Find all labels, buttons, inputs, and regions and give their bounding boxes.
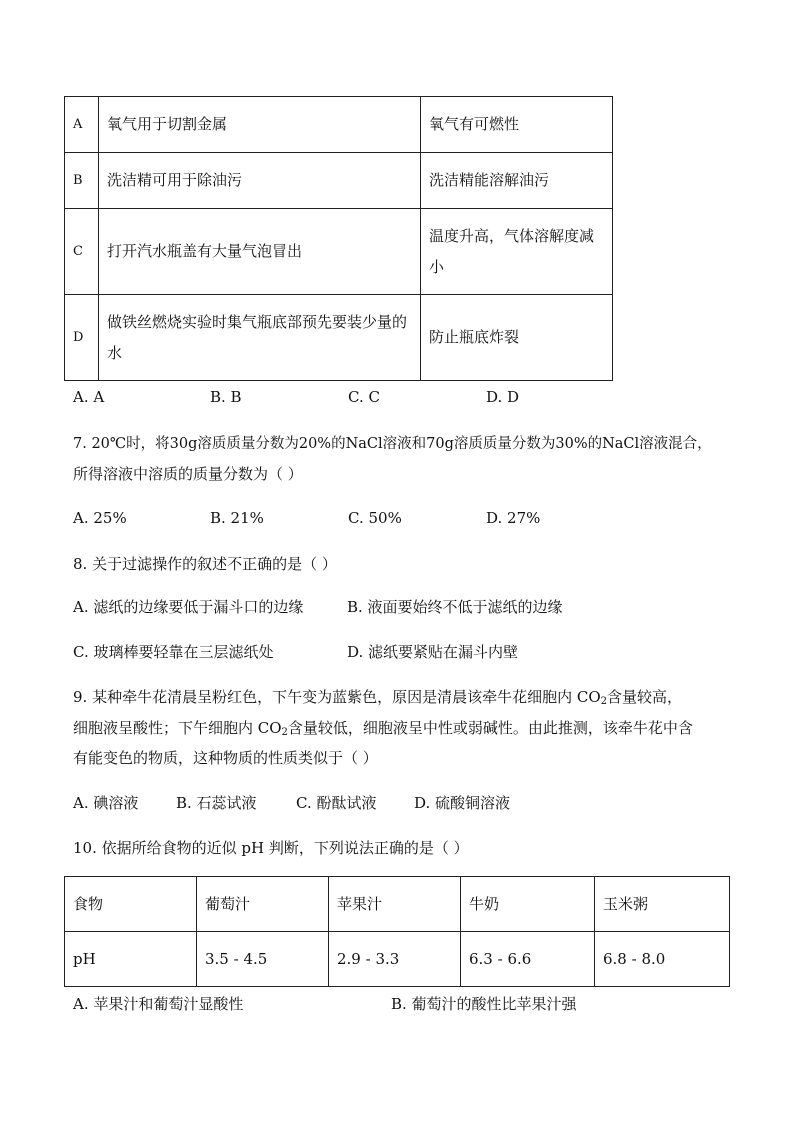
header-cell: 食物: [65, 877, 197, 932]
q7-option-d[interactable]: D. 27%: [486, 509, 541, 527]
table-cell: 3.5 - 4.5: [197, 932, 329, 987]
row-explanation: 温度升高，气体溶解度减小: [421, 209, 613, 295]
row-phenomenon: 氧气用于切割金属: [99, 97, 421, 153]
header-cell: 苹果汁: [329, 877, 461, 932]
header-cell: 牛奶: [461, 877, 595, 932]
row-letter: B: [65, 153, 99, 209]
q8-option-b[interactable]: B. 液面要始终不低于滤纸的边缘: [347, 598, 563, 616]
header-cell: 玉米粥: [595, 877, 730, 932]
q9-stem-line3: 有能变色的物质，这种物质的性质类似于（ ）: [73, 749, 378, 767]
q7-option-c[interactable]: C. 50%: [348, 509, 402, 527]
q6-option-b[interactable]: B. B: [210, 388, 242, 406]
q10-option-b[interactable]: B. 葡萄汁的酸性比苹果汁强: [391, 995, 577, 1013]
q6-option-d[interactable]: D. D: [486, 388, 520, 406]
q10-stem: 10. 依据所给食物的近似 pH 判断，下列说法正确的是（ ）: [73, 839, 469, 857]
q7-stem-line1: 7. 20℃时，将30g溶质质量分数为20%的NaCl溶液和70g溶质质量分数为30%的NaCl溶液混合，: [73, 436, 712, 452]
header-cell: 葡萄汁: [197, 877, 329, 932]
row-letter: D: [65, 295, 99, 381]
q9-option-a[interactable]: A. 碘溶液: [73, 794, 139, 812]
table-cell: 6.8 - 8.0: [595, 932, 730, 987]
row-phenomenon: 洗洁精可用于除油污: [99, 153, 421, 209]
row-explanation: 洗洁精能溶解油污: [421, 153, 613, 209]
row-phenomenon: 打开汽水瓶盖有大量气泡冒出: [99, 209, 421, 295]
q6-table: [64, 96, 613, 381]
q6-option-c[interactable]: C. C: [348, 388, 380, 406]
q9-stem-line1: 9. 某种牵牛花清晨呈粉红色，下午变为蓝紫色，原因是清晨该牵牛花细胞内 $CO_2$含量较高，: [73, 688, 683, 707]
table-row: [65, 295, 613, 381]
row-explanation: 氧气有可燃性: [421, 97, 613, 153]
q10-option-a[interactable]: A. 苹果汁和葡萄汁显酸性: [73, 995, 244, 1013]
row-explanation: 防止瓶底炸裂: [421, 295, 613, 381]
q9-stem-line2: 细胞液呈酸性；下午细胞内 $CO_2$含量较低，细胞液呈中性或弱碱性。由此推测，该牵牛花中含: [73, 719, 693, 738]
q7-stem-line2: 所得溶液中溶质的质量分数为（ ）: [73, 465, 303, 483]
q8-option-a[interactable]: A. 滤纸的边缘要低于漏斗口的边缘: [73, 598, 304, 616]
table-cell: 6.3 - 6.6: [461, 932, 595, 987]
table-cell: 2.9 - 3.3: [329, 932, 461, 987]
q8-option-c[interactable]: C. 玻璃棒要轻靠在三层滤纸处: [73, 643, 274, 661]
q8-option-d[interactable]: D. 滤纸要紧贴在漏斗内壁: [347, 643, 519, 661]
q7-option-a[interactable]: A. 25%: [73, 509, 127, 527]
row-letter: C: [65, 209, 99, 295]
q7-option-b[interactable]: B. 21%: [210, 509, 264, 527]
ph-table: [64, 876, 730, 987]
row-phenomenon: 做铁丝燃烧实验时集气瓶底部预先要装少量的水: [99, 295, 421, 381]
q9-option-d[interactable]: D. 硫酸铜溶液: [414, 794, 511, 812]
table-row: [65, 877, 730, 932]
table-row: [65, 153, 613, 209]
table-row: [65, 97, 613, 153]
q9-option-b[interactable]: B. 石蕊试液: [176, 794, 257, 812]
q8-stem: 8. 关于过滤操作的叙述不正确的是（ ）: [73, 555, 337, 573]
row-letter: A: [65, 97, 99, 153]
q6-option-a[interactable]: A. A: [73, 388, 105, 406]
table-cell: pH: [65, 932, 197, 987]
table-row: [65, 932, 730, 987]
q9-option-c[interactable]: C. 酚酞试液: [296, 794, 377, 812]
table-row: [65, 209, 613, 295]
